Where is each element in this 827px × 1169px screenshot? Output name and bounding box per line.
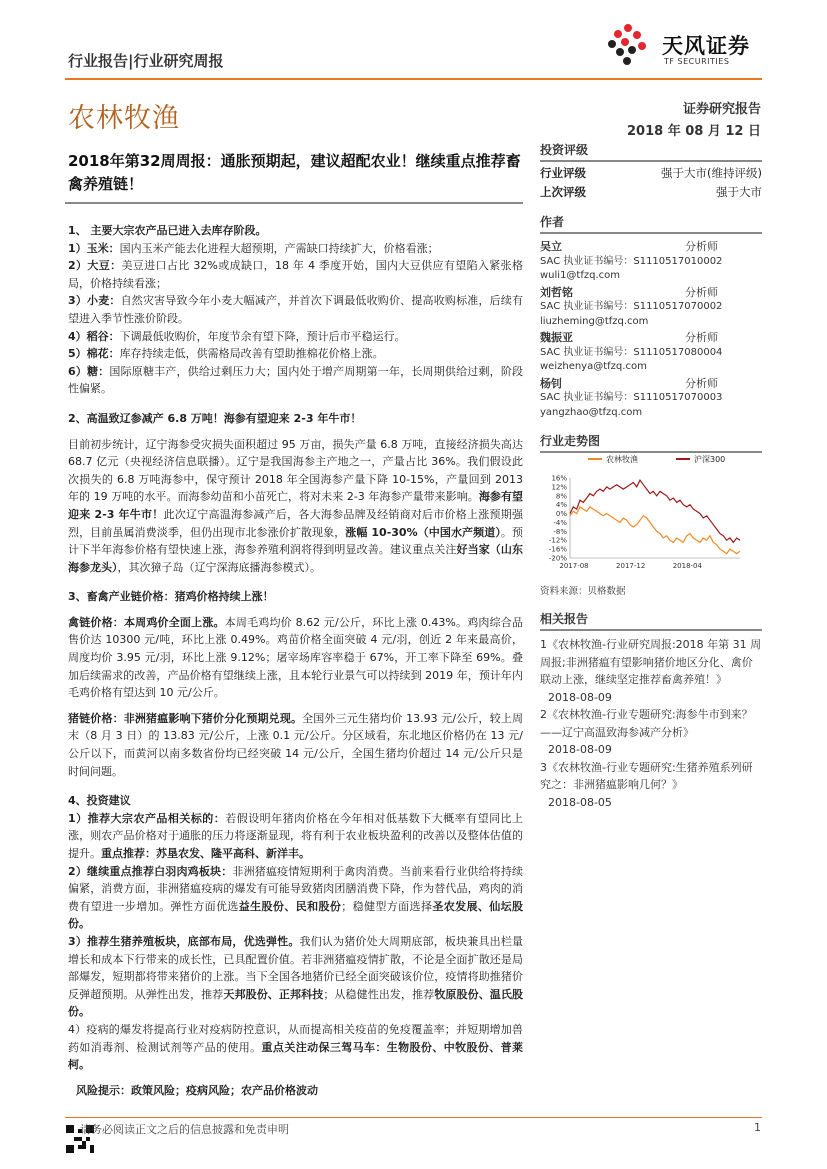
paragraph: 3）小麦：自然灾害导致今年小麦大幅减产，并首次下调最低收购价、提高收购标准，后续有望进入季节性涨价阶段。 <box>68 294 524 325</box>
disclaimer-note: 请务必阅读正文之后的信息披露和免责申明 <box>80 1123 289 1136</box>
paragraph: 3）推荐生猪养殖板块，底部布局，优选弹性。我们认为猪价处大周期底部，板块兼具出栏量增长和成本下行带来的成长性，已具配置价值。若非洲猪瘟疫情扩散，不论是全面扩散还是局部爆发，短期都将带来猪价的上涨。当下全国各地猪价已经全面突破该价位，疫情将助推猪价反弹超预期。从弹性出发，推荐天邦股份、正邦科技；从稳健性出发，推荐牧原股份、温氏股份。 <box>68 934 524 1019</box>
paragraph: 2）继续重点推荐白羽肉鸡板块：非洲猪瘟疫情短期利于禽肉消费。当前来看行业供给将持续偏紧，消费方面，非洲猪瘟疫病的爆发有可能导致猪肉团膳消费下降，作为替代品，鸡肉的消费有望进一步增加。弹性方面优选益生股份、民和股份；稳健型方面选择圣农发展、仙坛股份。 <box>68 864 524 931</box>
paragraph: 1）推荐大宗农产品相关标的：若假设明年猪肉价格在今年相对低基数下大概率有望同比上涨，则农产品价格对于通胀的压力将逐渐显现，将有利于农业板块盈利的改善以及整体估值的提升。重点推荐：苏垦农发、隆平高科、新洋丰。 <box>68 811 524 860</box>
y-tick-label: -20% <box>548 554 567 563</box>
authors-panel <box>540 213 762 420</box>
report-date: 2018 年 08 月 12 日 <box>627 124 761 139</box>
section-1-heading: 1、 主要大宗农产品已进入去库存阶段。 <box>68 224 267 237</box>
y-tick-label: -8% <box>553 527 567 536</box>
paragraph: 5）棉花：库存持续走低，供需格局改善有望助推棉花价格上涨。 <box>68 347 384 361</box>
series-line <box>570 507 740 554</box>
y-tick-label: 0% <box>555 510 567 519</box>
report-title: 2018年第32周周报：通胀预期起，建议超配农业！继续重点推荐畜禽养殖链！ <box>68 152 521 193</box>
x-tick-label: 2017-08 <box>559 562 589 570</box>
report-type: 证券研究报告 <box>682 102 761 117</box>
section-4-heading: 4、投资建议 <box>68 794 131 808</box>
x-tick-label: 2018-04 <box>672 562 702 570</box>
trend-heading: 行业走势图 <box>540 432 762 453</box>
y-tick-label: -12% <box>548 536 567 545</box>
authors-heading: 作者 <box>540 213 762 234</box>
rating-heading: 投资评级 <box>540 141 762 162</box>
section-2-heading: 2、高温致辽参减产 6.8 万吨！海参有望迎来 2-3 年牛市！ <box>68 411 362 425</box>
trend-chart <box>540 450 762 580</box>
paragraph: 2）大豆：美豆进口占比 32%或成缺口，18 年 4 季度开始，国内大豆供应有望陷入紧张格局，价格持续看涨； <box>68 259 523 290</box>
x-tick-label: 2017-12 <box>616 562 646 570</box>
y-tick-label: -16% <box>548 545 567 554</box>
y-tick-label: 8% <box>555 492 567 501</box>
brand-name-en: TF SECURITIES <box>664 57 730 66</box>
brand-name: 天风证券 <box>662 34 750 58</box>
paragraph: 4）疫病的爆发将提高行业对疫病防控意识，从而提高相关疫苗的免疫覆盖率；并短期增加兽药如消毒剂、检测试剂等产品的使用。重点关注动保三驾马车：生物股份、中牧股份、普莱柯。 <box>68 1022 524 1072</box>
analyst-entry: 刘哲铭 分析师 SAC 执业证书编号：S1110517070002 liuzheming@tfzq.com <box>540 286 762 330</box>
paragraph: 禽链价格：本周鸡价全面上涨。本周毛鸡均价 8.62 元/公斤，环比上涨 0.43%。鸡肉综合品售价达 10300 元/吨，环比上涨 0.49%。鸡苗价格全面突破 4 元/羽，创近 2 年来最高价，周度均价 3.95 元/羽，环比上涨 9.12%；屠宰场库容率稳于 67%，开工率下降至 69%。叠加后续需求的改善，产品价格有望继续上涨，且本轮行业景气可以持续到 2019 年，预计年内毛鸡价格有望达到 10 元/公斤。 <box>68 615 523 700</box>
page-number: 1 <box>754 1121 761 1134</box>
y-tick-label: -4% <box>553 518 567 527</box>
related-report-link[interactable]: 3《农林牧渔-行业专题研究:生猪养殖系列研究之：非洲猪瘟影响几何？》 <box>540 760 753 791</box>
analyst-email[interactable]: weizhenya@tfzq.com <box>540 361 647 372</box>
chart-source: 资料来源：贝格数据 <box>540 586 626 597</box>
legend-label: 沪深300 <box>694 455 726 464</box>
footer-divider <box>65 1117 762 1118</box>
paragraph: 1）玉米：国内玉米产能去化进程大超预期，产需缺口持续扩大，价格看涨； <box>68 241 439 255</box>
related-report-link[interactable]: 1《农林牧渔-行业研究周报:2018 年第 31 周周报;非洲猪瘟有望影响猪价地区分化、禽价联动上涨，继续坚定推荐畜禽养殖！》 <box>540 638 762 686</box>
logo-mark-icon <box>606 22 654 68</box>
header-divider <box>65 78 762 80</box>
analyst-entry: 魏振亚 分析师 SAC 执业证书编号：S1110517080004 weizhenya@tfzq.com <box>540 331 762 375</box>
sector-title: 农林牧渔 <box>68 103 180 134</box>
title-divider <box>65 202 523 204</box>
paragraph: 猪链价格：非洲猪瘟影响下猪价分化预期兑现。全国外三元生猪均价 13.93 元/公斤，较上周末（8 月 3 日）的 13.83 元/公斤，上涨 0.1 元/公斤。分区域看，东北地区价格仍在 13 元/公斤以下，而黄河以南多数省份均已经突破 14 元/公斤，全国生猪均价超过 14 元/公斤只是时间问题。 <box>68 711 523 778</box>
risk-warning: 风险提示：政策风险；疫病风险；农产品价格波动 <box>76 1083 318 1097</box>
analyst-email[interactable]: wuli1@tfzq.com <box>540 270 621 281</box>
related-report-date: 2018-08-05 <box>548 795 612 809</box>
paragraph: 6）糖：国际原糖丰产，供给过剩压力大；国内处于增产周期第一年，长周期供给过剩，阶段性偏紧。 <box>68 364 523 396</box>
related-heading: 相关报告 <box>540 610 762 631</box>
related-report-date: 2018-08-09 <box>548 743 612 756</box>
analyst-entry: 杨钊 分析师 SAC 执业证书编号：S1110517070003 yangzhao@tfzq.com <box>540 377 762 421</box>
legend-label: 农林牧渔 <box>606 455 638 464</box>
section-3-heading: 3、畜禽产业链价格：猪鸡价格持续上涨！ <box>68 590 274 604</box>
paragraph: 4）稻谷：下调最低收购价，年度节余有望下降，预计后市平稳运行。 <box>68 329 406 343</box>
rating-row: 行业评级 强于大市(维持评级) <box>540 166 762 180</box>
analyst-email[interactable]: yangzhao@tfzq.com <box>540 406 643 418</box>
related-report-link[interactable]: 2《农林牧渔-行业专题研究:海参牛市到来？——辽宁高温致海参减产分析》 <box>540 708 753 739</box>
rating-panel <box>540 141 762 202</box>
related-report-date: 2018-08-09 <box>548 690 612 704</box>
report-category: 行业报告|行业研究周报 <box>68 52 224 70</box>
rating-row: 上次评级 强于大市 <box>540 185 762 199</box>
y-tick-label: 16% <box>551 474 567 483</box>
y-tick-label: 12% <box>551 483 567 492</box>
related-panel <box>540 610 762 811</box>
series-line <box>570 480 740 542</box>
report-body <box>68 218 523 1099</box>
analyst-entry: 吴立 分析师 SAC 执业证书编号：S1110517010002 wuli1@tfzq.com <box>540 240 762 284</box>
analyst-email[interactable]: liuzheming@tfzq.com <box>540 315 649 327</box>
brand-logo <box>606 22 766 70</box>
paragraph: 目前初步统计，辽宁海参受灾损失面积超过 95 万亩，损失产量 6.8 万吨，直接经济损失高达 68.7 亿元（央视经济信息联播）。辽宁是我国海参主产地之一，产量占比 36%。我们假设此次损失的 6.8 万吨海参中，保守预计 2018 年全国海参产量下降 10-15%，产量回到 2013 年的 19 万吨的水平。而海参幼苗和小苗死亡，将对未来 2-3 年海参产量带来影响。海参有望迎来 2-3 年牛市！此次辽宁高温海参减产后，各大海参品牌及经销商对后市价格上涨预期强烈，目前虽属消费淡季，但仍出现市北参涨价扩散现象，涨幅 10-30%（中国水产频道）。预计下半年海参价格有望快速上涨，海参养殖利润将得到明显改善。建议重点关注好当家（山东海参龙头），其次獐子岛（辽宁深海底播海参模式）。 <box>68 437 524 574</box>
y-tick-label: 4% <box>555 501 567 510</box>
